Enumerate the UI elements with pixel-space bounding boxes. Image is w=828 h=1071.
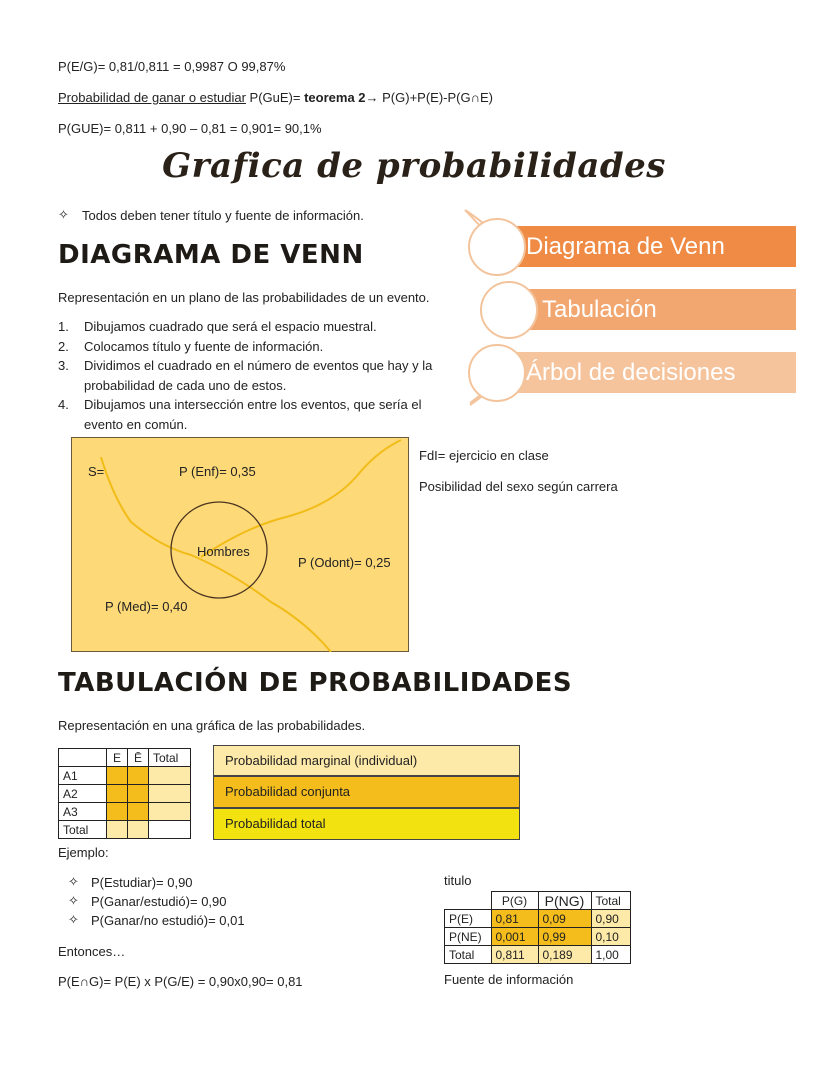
table-cell: 0,90: [591, 910, 630, 928]
list-item: [58, 337, 458, 357]
table-header: Total: [149, 749, 191, 767]
table-cell: A2: [59, 785, 107, 803]
table-row: [59, 803, 191, 821]
tabulacion-description: Representación en una gráfica de las probabilidades.: [58, 718, 366, 733]
star-bullet-icon: ✧: [68, 912, 79, 927]
table-cell: [149, 767, 191, 785]
venn-med-label: P (Med)= 0,40: [105, 599, 188, 614]
table-cell: 0,99: [538, 928, 591, 946]
ejemplo-label: Ejemplo:: [58, 845, 109, 860]
table-header: P(NG): [538, 892, 591, 910]
table-row: [59, 767, 191, 785]
table-cell: [107, 767, 128, 785]
table-cell: 0,10: [591, 928, 630, 946]
table-cell: [149, 803, 191, 821]
list-item: [58, 395, 458, 434]
smartart-circle: [468, 344, 526, 402]
table-cell: [149, 821, 191, 839]
smartart-circle: [480, 281, 538, 339]
smartart-label: Tabulación: [542, 296, 657, 323]
page-title: Grafica de probabilidades: [162, 146, 666, 186]
formula-line-3: P(GUE)= 0,811 + 0,90 – 0,81 = 0,901= 90,1%: [58, 121, 322, 136]
formula-line-2-post: P(G)+P(E)-P(G∩E): [378, 90, 493, 105]
smartart-list: [440, 205, 810, 425]
venn-odont-label: P (Odont)= 0,25: [298, 555, 391, 570]
venn-description: Representación en un plano de las probabilidades de un evento.: [58, 290, 430, 305]
step-number: 3.: [58, 358, 69, 373]
table-cell: [128, 767, 149, 785]
table-cell: A1: [59, 767, 107, 785]
step-text: Colocamos título y fuente de información.: [84, 338, 324, 354]
step-number: 2.: [58, 338, 69, 354]
table-header: Ē: [128, 749, 149, 767]
formula-line-2-pre: P(GuE)=: [245, 90, 305, 105]
table-header: [59, 749, 107, 767]
legend-total: [213, 808, 520, 840]
venn-enf-label: P (Enf)= 0,35: [179, 464, 256, 479]
smartart-item-arbol: [506, 352, 796, 393]
table-cell: 0,09: [538, 910, 591, 928]
table-cell: [128, 803, 149, 821]
entonces-text: Entonces…: [58, 944, 126, 959]
ejemplo-bullet-2: P(Ganar/estudió)= 0,90: [91, 894, 227, 909]
table-cell: P(E): [445, 910, 492, 928]
ejemplo-bullet-1: P(Estudiar)= 0,90: [91, 875, 193, 890]
legend-conjunta: [213, 776, 520, 808]
table-cell: P(NE): [445, 928, 492, 946]
venn-steps-list: [58, 317, 458, 434]
legend-marginal: [213, 745, 520, 776]
table-row: [59, 749, 191, 767]
table-cell: [128, 821, 149, 839]
table-cell: [107, 821, 128, 839]
formula-line-1: P(E/G)= 0,81/0,811 = 0,9987 O 99,87%: [58, 59, 286, 74]
table-row: [445, 946, 631, 964]
table-cell: 0,001: [491, 928, 538, 946]
step-text: Dibujamos una intersección entre los eventos, que sería el evento en común.: [84, 397, 422, 432]
formula-line-2: [58, 90, 493, 105]
formula-line-2-underlined: Probabilidad de ganar o estudiar: [58, 90, 246, 105]
venn-hombres-label: Hombres: [197, 544, 250, 559]
table-header: E: [107, 749, 128, 767]
star-bullet-icon: ✧: [68, 874, 79, 889]
star-bullet-icon: ✧: [58, 207, 69, 222]
smartart-label: Diagrama de Venn: [526, 233, 725, 260]
venn-heading: DIAGRAMA DE VENN: [58, 240, 364, 270]
example-table-title: titulo: [444, 873, 472, 888]
table-cell: [128, 785, 149, 803]
step-number: 1.: [58, 319, 69, 334]
template-table: [58, 748, 191, 839]
table-cell: 0,189: [538, 946, 591, 964]
table-header: P(G): [491, 892, 538, 910]
step-text: Dibujamos cuadrado que será el espacio muestral.: [84, 319, 377, 334]
table-cell: [107, 785, 128, 803]
table-cell: [107, 803, 128, 821]
example-table-source: Fuente de información: [444, 972, 574, 987]
formula-line-2-bold: teorema 2: [304, 90, 366, 105]
final-formula: P(E∩G)= P(E) x P(G/E) = 0,90x0,90= 0,81: [58, 974, 303, 989]
table-cell: [149, 785, 191, 803]
table-row: [59, 821, 191, 839]
table-cell: Total: [59, 821, 107, 839]
legend-label: Probabilidad marginal (individual): [225, 753, 418, 768]
venn-s-label: S=: [88, 464, 105, 479]
table-cell: 0,811: [491, 946, 538, 964]
venn-fdi-text: FdI= ejercicio en clase: [419, 448, 549, 463]
step-number: 4.: [58, 397, 69, 412]
table-cell: A3: [59, 803, 107, 821]
intro-bullet-text: Todos deben tener título y fuente de información.: [82, 208, 364, 223]
smartart-item-venn: [506, 226, 796, 267]
venn-diagram: [71, 437, 409, 652]
arrow-right-icon: →: [365, 90, 379, 105]
table-cell: 1,00: [591, 946, 630, 964]
table-row: [445, 892, 631, 910]
table-cell: 0,81: [491, 910, 538, 928]
table-row: [445, 910, 631, 928]
star-bullet-icon: ✧: [68, 893, 79, 908]
table-header: [445, 892, 492, 910]
smartart-circle: [468, 218, 526, 276]
table-cell: Total: [445, 946, 492, 964]
example-table: [444, 891, 631, 964]
list-item: [58, 317, 458, 337]
legend-label: Probabilidad total: [225, 816, 326, 831]
ejemplo-bullet-3: P(Ganar/no estudió)= 0,01: [91, 913, 245, 928]
list-item: [58, 356, 458, 395]
tabulacion-heading: TABULACIÓN DE PROBABILIDADES: [58, 668, 573, 698]
step-text: Dividimos el cuadrado en el número de eventos que hay y la probabilidad de cada uno de estos.: [84, 358, 433, 393]
smartart-item-tabulacion: [518, 289, 796, 330]
table-row: [59, 785, 191, 803]
legend-label: Probabilidad conjunta: [225, 784, 351, 799]
table-header: Total: [591, 892, 630, 910]
venn-posibilidad-text: Posibilidad del sexo según carrera: [419, 479, 618, 494]
smartart-label: Árbol de decisiones: [526, 359, 736, 386]
table-row: [445, 928, 631, 946]
